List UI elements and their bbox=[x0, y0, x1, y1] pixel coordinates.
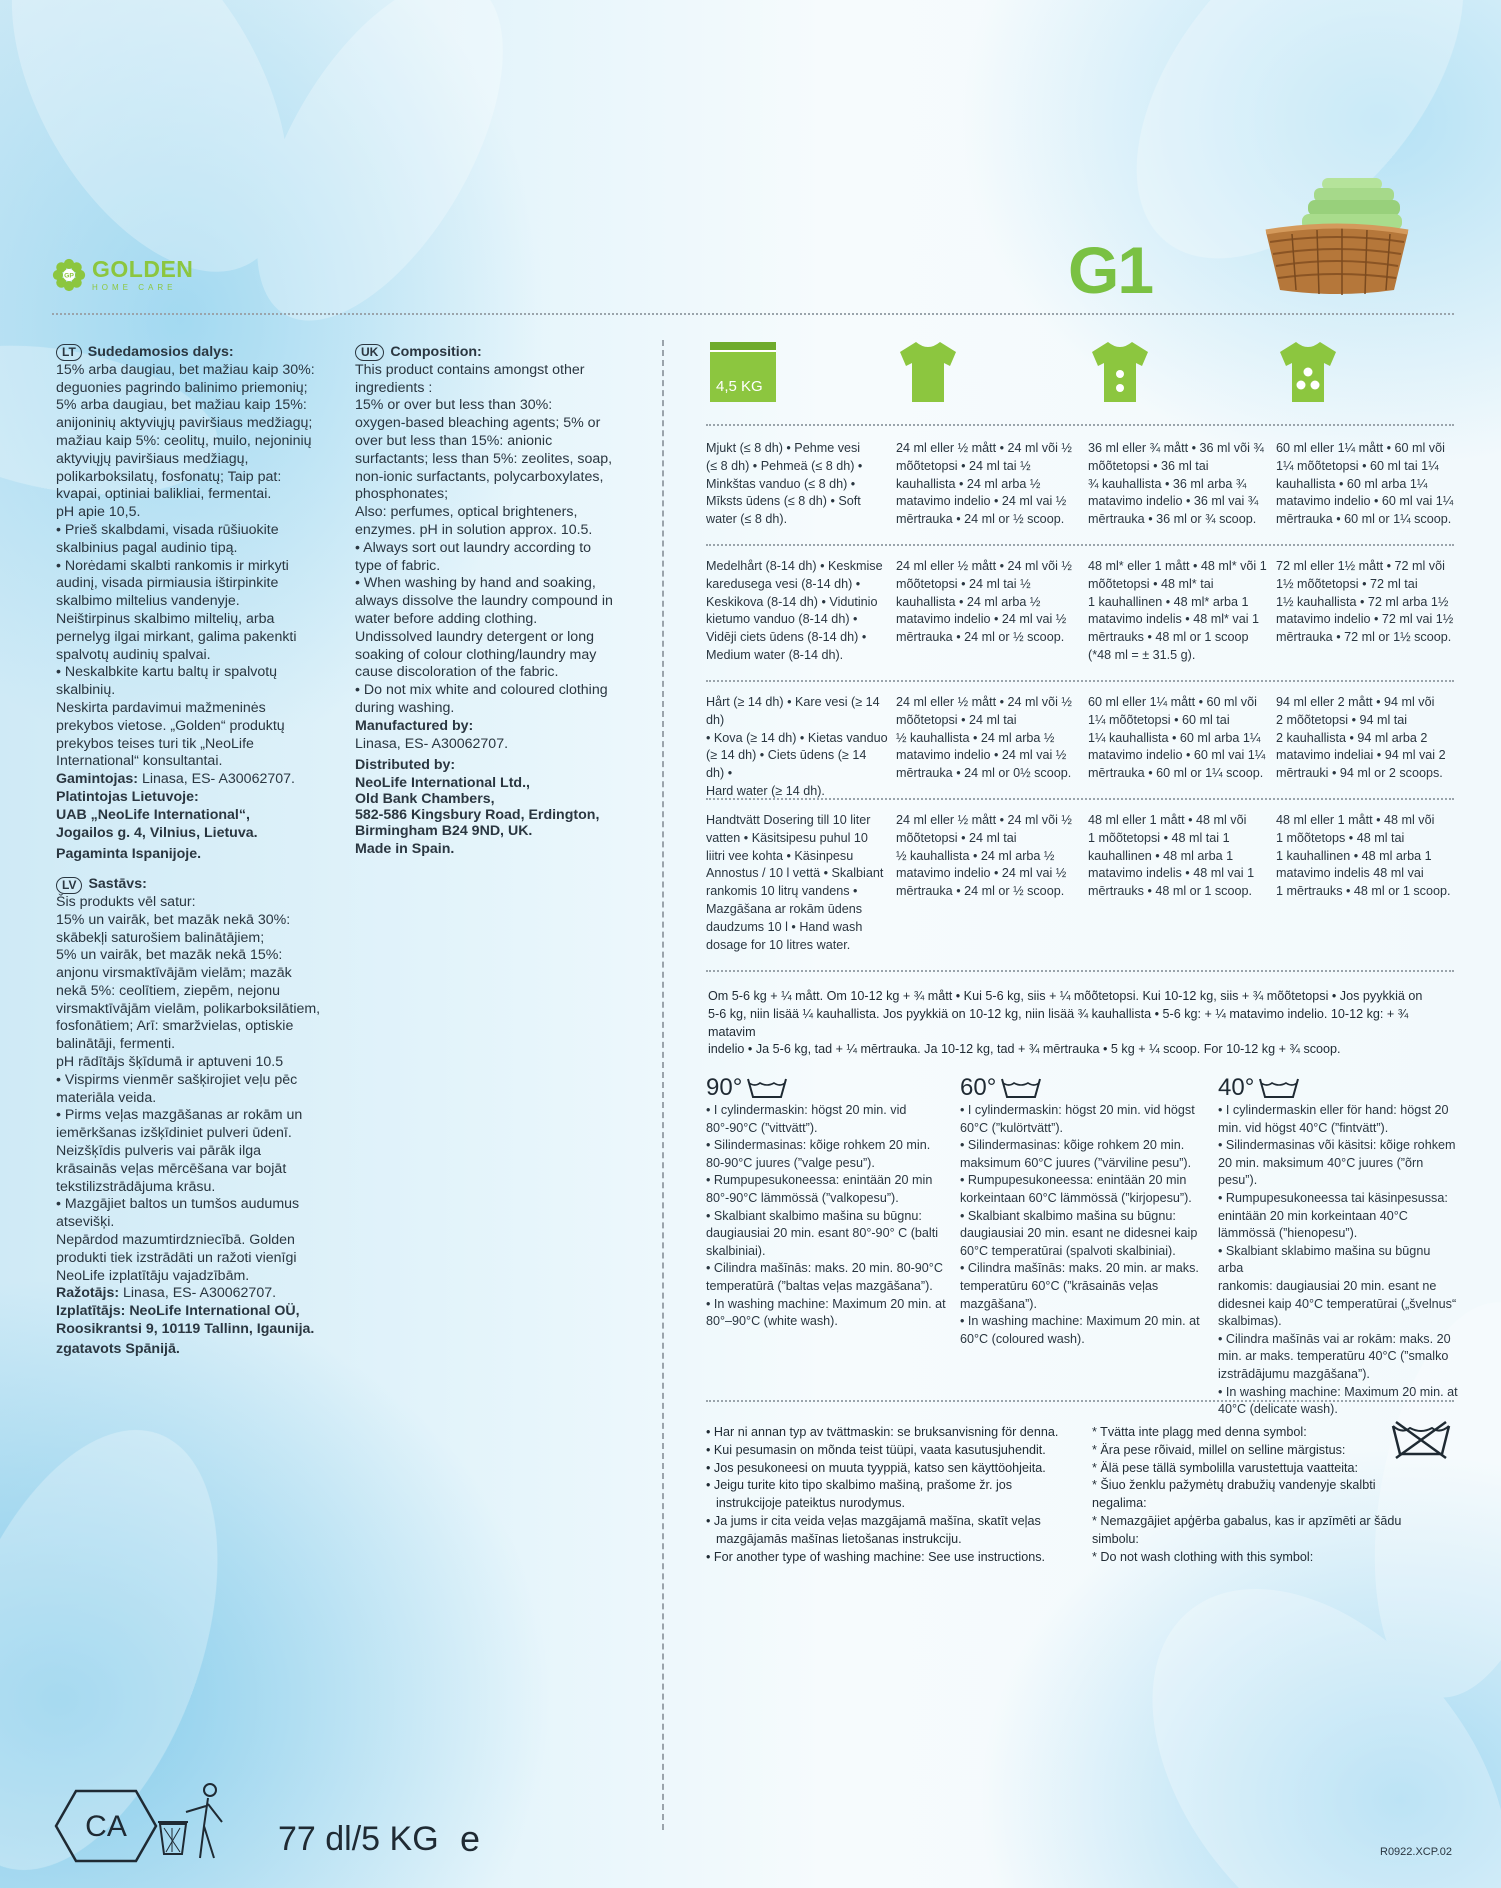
dosage-line: Mjukt (≤ 8 dh) • Pehme vesi bbox=[706, 441, 861, 455]
temp-line: • I cylindermaskin: högst 20 min. vid högst bbox=[960, 1103, 1195, 1117]
weight-label: 4,5 KG bbox=[716, 378, 763, 395]
dosage-line: Mazgāšana ar rokām ūdens bbox=[706, 901, 863, 916]
uk-line: 15% or over but less than 30%: bbox=[355, 397, 553, 414]
other-machine-line: • Jeigu turite kito tipo skalbimo mašiną, prašome žr. jos bbox=[706, 1478, 1013, 1493]
dosage-cell-heavy bbox=[1276, 558, 1464, 647]
temp-line: • Cilindra mašīnās vai ar rokām: maks. 20 bbox=[1218, 1331, 1451, 1346]
uk-body bbox=[355, 362, 655, 718]
dosage-line: mērtrauka • 72 ml or 1½ scoop. bbox=[1276, 630, 1452, 645]
dosage-cell-heavy bbox=[1276, 440, 1464, 529]
uk-line: enzymes. pH in solution approx. 10.5. bbox=[355, 521, 593, 538]
dosage-line: 1¼ mõõtetopsi • 60 ml tai 1¼ bbox=[1276, 458, 1439, 473]
dosage-line: 1 mērtrauks • 48 ml or 1 scoop. bbox=[1276, 884, 1451, 899]
dosage-line: ½ kauhallista • 24 ml arba ½ bbox=[896, 730, 1055, 745]
dosage-line: mērtrauks • 48 ml or 1 scoop bbox=[1088, 630, 1249, 645]
heavily-soiled-shirt-icon bbox=[1276, 338, 1340, 404]
lv-badge: LV bbox=[56, 877, 82, 894]
dosage-line: mõõtetopsi • 24 ml tai ½ bbox=[896, 576, 1031, 591]
dosage-line: 1¼ mõõtetopsi • 60 ml tai bbox=[1088, 712, 1230, 727]
other-machine-line: • Kui pesumasin on mõnda teist tüüpi, vaata kasutusjuhendit. bbox=[706, 1442, 1046, 1457]
uk-line: oxygen-based bleaching agents; 5% or bbox=[355, 415, 601, 432]
temp-line: • Rumpupesukoneessa: enintään 20 min bbox=[706, 1173, 933, 1188]
brand-name: GOLDEN bbox=[92, 256, 194, 282]
uk-line: always dissolve the laundry compound in bbox=[355, 593, 613, 610]
dosage-line: matavimo indeliai • 94 ml vai 2 bbox=[1276, 748, 1446, 763]
no-wash-line: * Älä pese tällä symbolilla varustettuja vaatteita: bbox=[1092, 1460, 1359, 1475]
dosage-line: matavimo indelio • 36 ml vai ¾ bbox=[1088, 494, 1259, 509]
dosage-line: 2 mõõtetopsi • 94 ml tai bbox=[1276, 712, 1408, 727]
lt-line: deguonies pagrindo balinimo priemonių; bbox=[56, 379, 308, 396]
temp-line: • Cilindra mašīnās: maks. 20 min. ar maks. bbox=[960, 1261, 1199, 1276]
temp-line: didesnei kaip 40°C temperatūrai („švelnus“ bbox=[1218, 1296, 1457, 1311]
dosage-cell-water bbox=[706, 812, 888, 954]
lv-line: pH rādītājs šķīdumā ir aptuveni 10.5 bbox=[56, 1054, 284, 1071]
print-code: R0922.XCP.02 bbox=[1380, 1846, 1452, 1858]
dosage-line: kietumo vanduo (8-14 dh) • bbox=[706, 612, 858, 627]
dosage-line: daudzums 10 l • Hand wash bbox=[706, 919, 863, 934]
ca-mark-text: CA bbox=[85, 1810, 127, 1843]
dosage-line: ¾ kauhallista • 36 ml arba ¾ bbox=[1088, 476, 1247, 491]
uk-line: ingredients : bbox=[355, 379, 433, 396]
dosage-line: mērtrauka • 24 ml or ½ scoop. bbox=[896, 884, 1065, 899]
temp-line: mazgāšana”). bbox=[960, 1296, 1037, 1311]
net-volume: 77 dl/5 KG bbox=[278, 1820, 439, 1858]
lv-line: • Pirms veļas mazgāšanas ar rokām un bbox=[56, 1107, 303, 1124]
temp-line: skalbiniai). bbox=[706, 1243, 766, 1258]
dosage-line: dosage for 10 litres water. bbox=[706, 937, 851, 952]
towel-basket-image bbox=[1262, 176, 1412, 296]
lt-line: International“ konsultantai. bbox=[56, 753, 223, 770]
lt-line: mažiau kaip 5%: ceolitų, muilo, nejoninių bbox=[56, 432, 312, 449]
dosage-line: mērtrauka • 60 ml or 1¼ scoop. bbox=[1276, 512, 1452, 527]
lv-line: virsmaktīvājām vielām, polikarboksilātiem, bbox=[56, 1000, 321, 1017]
lv-heading: Sastāvs: bbox=[88, 876, 147, 893]
dosage-cell-heavy bbox=[1276, 812, 1464, 901]
normally-soiled-shirt-icon bbox=[1088, 338, 1152, 404]
temp-line: 80°-90°C lämmössä (”valkopesu”). bbox=[706, 1190, 899, 1205]
dosage-line: 48 ml eller 1 mått • 48 ml või bbox=[1276, 813, 1435, 827]
uk-line: over but less than 15%: anionic bbox=[355, 432, 553, 449]
lightly-soiled-shirt-icon bbox=[896, 338, 960, 404]
dosage-line: matavimo indelio • 60 ml vai 1¼ bbox=[1276, 494, 1454, 509]
note-line: indelio • Ja 5-6 kg, tad + ¼ mērtrauka. Ja 10-12 kg, tad + ¾ mērtrauka • 5 kg + ¼ scoop. For 10-12 kg + ¾ scoop. bbox=[708, 1042, 1341, 1057]
uk-heading: Composition: bbox=[390, 344, 482, 360]
lt-line: • Prieš skalbdami, visada rūšiuokite bbox=[56, 521, 279, 538]
lt-line: polikarboksilatų, fosfonatų; Taip pat: bbox=[56, 468, 282, 485]
dosage-line: Minkštas vanduo (≤ 8 dh) • bbox=[706, 476, 856, 491]
divider bbox=[706, 680, 1454, 682]
uk-line: non-ionic surfactants, polycarboxylates, bbox=[355, 468, 604, 485]
dosage-line: 72 ml eller 1½ mått • 72 ml või bbox=[1276, 559, 1445, 573]
temp-line: daugiausiai 20 min. esant 80°-90° C (balti bbox=[706, 1226, 938, 1241]
lv-line: • Vispirms vienmēr sašķirojiet veļu pēc bbox=[56, 1071, 298, 1088]
temp-line: 60°C (coloured wash). bbox=[960, 1331, 1085, 1346]
dosage-line: liitri vee kohta • Käsinpesu bbox=[706, 848, 854, 863]
product-code: G1 bbox=[1068, 233, 1153, 307]
lt-line: • Norėdami skalbti rankomis ir mirkyti bbox=[56, 557, 289, 574]
wash-tub-icon bbox=[1000, 1076, 1042, 1100]
lt-line: prekybos vietose. „Golden“ produktų bbox=[56, 717, 285, 734]
lt-line: • Neskalbkite kartu baltų ir spalvotų bbox=[56, 664, 278, 681]
divider bbox=[706, 424, 1454, 426]
uk-line: cause discoloration of the fabric. bbox=[355, 664, 559, 681]
temp-line: maksimum 60°C juures (”värviline pesu”). bbox=[960, 1155, 1192, 1170]
lv-distributor-line: Roosikrantsi 9, 10119 Tallinn, Igaunija. bbox=[56, 1321, 315, 1338]
temp-line: • In washing machine: Maximum 20 min. at bbox=[706, 1296, 946, 1311]
dosage-line: matavimo indelio • 24 ml vai ½ bbox=[896, 866, 1067, 881]
dosage-icons bbox=[706, 338, 1466, 406]
no-wash-line: * Ära pese rõivaid, millel on selline märgistus: bbox=[1092, 1442, 1346, 1457]
note-line: 5-6 kg, niin lisää ¼ kauhallista. Jos pyykkiä on 10-12 kg, niin lisää ¾ kauhallista • 5-6 kg: + ¼ matavimo indelio. 10-12 kg: + ¾ matavim bbox=[708, 1006, 1409, 1039]
dosage-line: 2 kauhallista • 94 ml arba 2 bbox=[1276, 730, 1428, 745]
lt-line: skalbinių. bbox=[56, 682, 116, 699]
dosage-line: matavimo indelio • 60 ml vai 1¼ bbox=[1088, 748, 1266, 763]
dosage-line: Handtvätt Dosering till 10 liter bbox=[706, 813, 871, 827]
temp-line: skalbimas). bbox=[1218, 1314, 1282, 1329]
lv-line: produkti tiek izstrādāti un ražoti vienīgi bbox=[56, 1249, 297, 1266]
brand-logo bbox=[52, 258, 193, 292]
dosage-line: ½ kauhallista • 24 ml arba ½ bbox=[896, 848, 1055, 863]
temp-line: lämmössä (”hienopesu”). bbox=[1218, 1226, 1358, 1241]
dosage-line: Vidēji ciets ūdens (8-14 dh) • bbox=[706, 630, 867, 645]
note-line: Om 5-6 kg + ¼ mått. Om 10-12 kg + ¾ mått • Kui 5-6 kg, siis + ¼ mõõtetopsi. Kui 10-12 kg, siis + ¾ mõõtetopsi • Jos pyykkiä on bbox=[708, 989, 1423, 1003]
dosage-line: Medelhårt (8-14 dh) • Keskmise bbox=[706, 559, 883, 573]
lt-made-in: Pagaminta Ispanijoje. bbox=[56, 846, 202, 863]
lt-line: spalvotų audinių spalvai. bbox=[56, 646, 211, 663]
dosage-line: 24 ml eller ½ mått • 24 ml või ½ bbox=[896, 695, 1072, 709]
temp-line: temperatūru 60°C (”krāsainās veļas bbox=[960, 1278, 1159, 1293]
lt-line: Neištirpinus skalbimo miltelių, arba bbox=[56, 610, 275, 627]
lt-manufacturer: Linasa, ES- A30062707. bbox=[138, 771, 295, 788]
column-divider bbox=[662, 340, 664, 1830]
divider bbox=[706, 544, 1454, 546]
dosage-line: mõõtetopsi • 24 ml tai ½ bbox=[896, 458, 1031, 473]
temperature-label: 60° bbox=[960, 1074, 997, 1101]
dosage-line: kauhallista • 24 ml arba ½ bbox=[896, 476, 1041, 491]
dosage-cell-heavy bbox=[1276, 694, 1464, 783]
uk-distributor-line: 582-586 Kingsbury Road, Erdington, bbox=[355, 807, 600, 824]
dosage-line: rankomis 10 litrų vandens • bbox=[706, 884, 858, 899]
dosage-line: 1½ kauhallista • 72 ml arba 1½ bbox=[1276, 594, 1449, 609]
dosage-line: 1¼ kauhallista • 60 ml arba 1¼ bbox=[1088, 730, 1261, 745]
uk-distributor-label: Distributed by: bbox=[355, 757, 456, 774]
lv-line: nekā 5%: ceolītiem, ziepēm, nejonu bbox=[56, 982, 280, 999]
dosage-line: 94 ml eller 2 mått • 94 ml või bbox=[1276, 695, 1435, 709]
dosage-line: Hard water (≥ 14 dh). bbox=[706, 783, 825, 798]
lt-line: kvapai, optiniai balikliai, fermentai. bbox=[56, 486, 272, 503]
dosage-cell-light bbox=[896, 694, 1084, 783]
no-wash-line: * Šiuo ženklu pažymėtų drabužių vandenyje skalbti negalima: bbox=[1092, 1478, 1376, 1511]
temperature-label: 90° bbox=[706, 1074, 743, 1101]
lt-line: pH apie 10,5. bbox=[56, 504, 141, 521]
lt-distributor-line: Platintojas Lietuvoje: bbox=[56, 788, 199, 805]
dosage-cell-normal bbox=[1088, 558, 1274, 665]
lt-line: aktyviųjų paviršiaus medžiagų, bbox=[56, 450, 249, 467]
dosage-line: 1 kauhallinen • 48 ml arba 1 bbox=[1276, 848, 1432, 863]
dosage-line: matavimo indelis • 48 ml vai 1 bbox=[1088, 866, 1255, 881]
dosage-line: 1 mõõtetopsi • 48 ml tai 1 bbox=[1088, 830, 1230, 845]
uk-line: Undissolved laundry detergent or long bbox=[355, 628, 594, 645]
flower-logo-icon bbox=[52, 258, 86, 292]
dosage-line: 36 ml eller ¾ mått • 36 ml või ¾ bbox=[1088, 441, 1264, 455]
uk-badge: UK bbox=[355, 344, 384, 361]
dosage-line: 24 ml eller ½ mått • 24 ml või ½ bbox=[896, 441, 1072, 455]
temp-line: min. ar maks. temperatūru 40°C (”smalko bbox=[1218, 1349, 1449, 1364]
wash-tub-icon bbox=[746, 1076, 788, 1100]
estimated-sign: e bbox=[460, 1818, 481, 1859]
uk-line: • Do not mix white and coloured clothing bbox=[355, 682, 608, 699]
temp-line: korkeintaan 60°C lämmössä (”kirjopesu”). bbox=[960, 1190, 1192, 1205]
temp-line: daugiausiai 20 min. esant ne didesnei kaip bbox=[960, 1226, 1198, 1241]
dosage-line: Annostus / 10 l vettä • Skalbiant bbox=[706, 866, 884, 881]
dosage-line: mērtrauks • 48 ml or 1 scoop. bbox=[1088, 884, 1252, 899]
other-machine-line: • Jos pesukoneesi on muuta tyyppiä, katso sen käyttöohjeita. bbox=[706, 1460, 1046, 1475]
uk-line: • Always sort out laundry according to bbox=[355, 539, 592, 556]
temp-column bbox=[1218, 1074, 1458, 1419]
svg-text:GP: GP bbox=[64, 272, 74, 280]
dosage-line: (≥ 14 dh) • Ciets ūdens (≥ 14 dh) • bbox=[706, 748, 867, 781]
dosage-line: matavimo indelio • 24 ml vai ½ bbox=[896, 612, 1067, 627]
dosage-line: matavimo indelis 48 ml vai bbox=[1276, 866, 1424, 881]
lt-line: skalbinius pagal audinio tipą. bbox=[56, 539, 238, 556]
lv-body bbox=[56, 894, 346, 1286]
lv-line: krāsainās veļas mērcēšana var bojāt bbox=[56, 1160, 287, 1177]
brand-subtitle: HOME CARE bbox=[92, 283, 177, 292]
dosage-line: matavimo indelio • 72 ml vai 1½ bbox=[1276, 612, 1454, 627]
uk-line: Also: perfumes, optical brighteners, bbox=[355, 504, 578, 521]
lt-line: prekybos teises turi tik „NeoLife bbox=[56, 735, 254, 752]
dosage-line: 48 ml* eller 1 mått • 48 ml* või 1 bbox=[1088, 559, 1267, 573]
uk-line: type of fabric. bbox=[355, 557, 441, 574]
dosage-line: 1 kauhallinen • 48 ml* arba 1 bbox=[1088, 594, 1249, 609]
dosage-line: mõõtetopsi • 24 ml tai bbox=[896, 830, 1017, 845]
temp-line: rankomis: daugiausiai 20 min. esant ne bbox=[1218, 1278, 1437, 1293]
ca-mark-icon bbox=[52, 1788, 160, 1864]
dosage-line: mērtrauka • 24 ml or 0½ scoop. bbox=[896, 766, 1072, 781]
temp-line: 60°C temperatūrai (spalvoti skalbiniai). bbox=[960, 1243, 1176, 1258]
lv-line: fosfonātiem; Arī: smaržvielas, optiskie bbox=[56, 1018, 294, 1035]
dosage-cell-water bbox=[706, 694, 888, 801]
wash-tub-icon bbox=[1258, 1076, 1300, 1100]
dosage-line: 1½ mõõtetopsi • 72 ml tai bbox=[1276, 576, 1418, 591]
temp-line: • In washing machine: Maximum 20 min. at bbox=[1218, 1384, 1458, 1399]
temp-line: 40°C (delicate wash). bbox=[1218, 1402, 1338, 1417]
temperature-label: 40° bbox=[1218, 1074, 1255, 1101]
dosage-line: water (≤ 8 dh). bbox=[706, 512, 788, 527]
temp-line: min. vid högst 40°C (”fintvätt”). bbox=[1218, 1120, 1389, 1135]
other-machine-line: mazgājamās mašīnas lietošanas instrukciju. bbox=[716, 1531, 962, 1546]
temp-line: 80-90°C juures (”valge pesu”). bbox=[706, 1155, 875, 1170]
lv-line: materiāla veida. bbox=[56, 1089, 157, 1106]
uk-line: soaking of colour clothing/laundry may bbox=[355, 646, 597, 663]
dosage-line: mõõtetopsi • 24 ml tai bbox=[896, 712, 1017, 727]
temp-line: 80°-90°C (”vittvätt”). bbox=[706, 1120, 818, 1135]
lt-line: 5% arba daugiau, bet mažiau kaip 15%: bbox=[56, 397, 307, 414]
lv-line: Šis produkts vēl satur: bbox=[56, 893, 196, 910]
lt-section bbox=[56, 344, 346, 1359]
dosage-cell-normal bbox=[1088, 694, 1274, 783]
lv-manufacturer-label: Ražotājs: bbox=[56, 1285, 120, 1302]
lv-line: • Mazgājiet baltos un tumšos audumus bbox=[56, 1196, 300, 1213]
uk-distributor-line: Old Bank Chambers, bbox=[355, 791, 495, 808]
lt-line: 15% arba daugiau, bet mažiau kaip 30%: bbox=[56, 361, 315, 378]
uk-distributor-line: Birmingham B24 9ND, UK. bbox=[355, 823, 533, 840]
dosage-line: mērtrauka • 60 ml or 1¼ scoop. bbox=[1088, 766, 1264, 781]
no-wash-line: * Do not wash clothing with this symbol: bbox=[1092, 1549, 1314, 1564]
other-machine-line: • For another type of washing machine: See use instructions. bbox=[706, 1549, 1046, 1564]
dosage-cell-water bbox=[706, 558, 888, 665]
temp-line: • Skalbiant skalbimo mašina su būgnu: bbox=[960, 1208, 1176, 1223]
dosage-line: 1 mõõtetops • 48 ml tai bbox=[1276, 830, 1405, 845]
temp-line: • I cylindermaskin eller för hand: högst 20 bbox=[1218, 1103, 1449, 1117]
lv-line: iemērkšanas izšķīdiniet pulveri ūdenī. bbox=[56, 1125, 292, 1142]
lv-distributor-line: Izplatītājs: NeoLife International OÜ, bbox=[56, 1303, 300, 1320]
lt-line: skalbimo miltelius vandenyje. bbox=[56, 593, 240, 610]
dosage-line: (*48 ml = ± 31.5 g). bbox=[1088, 647, 1196, 662]
uk-line: This product contains amongst other bbox=[355, 361, 585, 378]
dosage-line: mērtrauki • 94 ml or 2 scoops. bbox=[1276, 766, 1443, 781]
dosage-line: (≤ 8 dh) • Pehmeä (≤ 8 dh) • bbox=[706, 458, 863, 473]
temp-line: • Skalbiant sklabimo mašina su būgnu arba bbox=[1218, 1243, 1431, 1276]
dosage-cell-light bbox=[896, 440, 1084, 529]
lt-line: anijoninių aktyviųjų paviršiaus medžiagų; bbox=[56, 415, 313, 432]
other-machine-line: • Har ni annan typ av tvättmaskin: se bruksanvisning för denna. bbox=[706, 1425, 1059, 1439]
uk-distributor bbox=[355, 775, 655, 839]
dosage-line: mõõtetopsi • 36 ml tai bbox=[1088, 458, 1209, 473]
dosage-line: mērtrauka • 24 ml or ½ scoop. bbox=[896, 630, 1065, 645]
lt-line: audinį, visada pirmiausia ištirpinkite bbox=[56, 575, 279, 592]
temp-line: • In washing machine: Maximum 20 min. at bbox=[960, 1314, 1200, 1329]
dosage-line: kauhallista • 24 ml arba ½ bbox=[896, 594, 1041, 609]
uk-line: water before adding clothing. bbox=[355, 610, 538, 627]
temp-column bbox=[706, 1074, 946, 1331]
lt-distributor-line: UAB „NeoLife International“, bbox=[56, 806, 250, 823]
other-machine-note bbox=[706, 1424, 1096, 1566]
uk-line: surfactants; less than 5%: zeolites, soap, bbox=[355, 450, 613, 467]
temp-line: • Rumpupesukoneessa tai käsinpesussa: bbox=[1218, 1190, 1448, 1205]
lv-line: tekstilizstrādājuma krāsu. bbox=[56, 1178, 216, 1195]
temp-line: • Silindermasinas: kõige rohkem 20 min. bbox=[706, 1138, 931, 1153]
dosage-line: kauhallista • 60 ml arba 1¼ bbox=[1276, 476, 1428, 491]
uk-made-in: Made in Spain. bbox=[355, 841, 455, 858]
uk-line: • When washing by hand and soaking, bbox=[355, 575, 596, 592]
dosage-line: 48 ml eller 1 mått • 48 ml või bbox=[1088, 813, 1247, 827]
temp-line: enintään 20 min korkeintaan 40°C bbox=[1218, 1208, 1408, 1223]
dosage-line: matavimo indelis • 48 ml* vai 1 bbox=[1088, 612, 1259, 627]
divider bbox=[706, 970, 1454, 972]
temp-line: • Silindermasinas või käsitsi: kõige rohkem bbox=[1218, 1138, 1456, 1153]
lv-manufacturer: Linasa, ES- A30062707. bbox=[119, 1285, 277, 1302]
dosage-line: 60 ml eller 1¼ mått • 60 ml või bbox=[1088, 695, 1257, 709]
load-size-note bbox=[708, 988, 1448, 1059]
dosage-line: Keskikova (8-14 dh) • Vidutinio bbox=[706, 594, 878, 609]
do-not-wash-icon bbox=[1390, 1420, 1452, 1460]
dosage-line: Medium water (8-14 dh). bbox=[706, 647, 844, 662]
uk-section bbox=[355, 344, 655, 859]
lv-line: Neizšķīdis pulveris vai pārāk ilga bbox=[56, 1143, 262, 1160]
dosage-line: Hårt (≥ 14 dh) • Kare vesi (≥ 14 dh) bbox=[706, 695, 880, 727]
lv-line: balinātāji, fermenti. bbox=[56, 1036, 176, 1053]
uk-line: phosphonates; bbox=[355, 486, 449, 503]
dosage-line: Mīksts ūdens (≤ 8 dh) • Soft bbox=[706, 494, 861, 509]
top-divider bbox=[52, 313, 1454, 315]
dispose-in-bin-icon bbox=[156, 1782, 232, 1862]
dosage-line: kauhallinen • 48 ml arba 1 bbox=[1088, 848, 1234, 863]
temp-line: • Cilindra mašīnās: maks. 20 min. 80-90°C bbox=[706, 1261, 943, 1276]
lt-manufacturer-label: Gamintojas: bbox=[56, 771, 138, 788]
dosage-cell-normal bbox=[1088, 440, 1274, 529]
dosage-line: vatten • Käsitsipesu puhul 10 bbox=[706, 830, 868, 845]
dosage-line: 60 ml eller 1¼ mått • 60 ml või bbox=[1276, 441, 1445, 455]
other-machine-line: instrukcijoje pateiktus nurodymus. bbox=[716, 1496, 905, 1511]
dosage-cell-light bbox=[896, 558, 1084, 647]
temp-line: izstrādājumu mazgāšana”). bbox=[1218, 1366, 1370, 1381]
dosage-line: mērtrauka • 36 ml or ¾ scoop. bbox=[1088, 512, 1257, 527]
other-machine-line: • Ja jums ir cita veida veļas mazgājamā mašīna, skatīt veļas bbox=[706, 1513, 1041, 1528]
weight-box-icon bbox=[708, 338, 778, 406]
lv-line: anjonu virsmaktīvājām vielām; mazāk bbox=[56, 965, 292, 982]
lv-made-in: zgatavots Spānijā. bbox=[56, 1340, 180, 1357]
temp-line: 20 min. maksimum 40°C juures (”õrn pesu”). bbox=[1218, 1155, 1424, 1188]
lv-line: NeoLife izplatītāju vajadzībām. bbox=[56, 1267, 250, 1284]
dosage-cell-normal bbox=[1088, 812, 1274, 901]
temp-line: • Rumpupesukoneessa: enintään 20 min bbox=[960, 1173, 1187, 1188]
dosage-line: matavimo indelio • 24 ml vai ½ bbox=[896, 494, 1067, 509]
dosage-cell-light bbox=[896, 812, 1084, 901]
lt-badge: LT bbox=[56, 344, 82, 361]
lv-line: 5% un vairāk, bet mazāk nekā 15%: bbox=[56, 947, 283, 964]
lt-line: Neskirta pardavimui mažmeninės bbox=[56, 699, 266, 716]
lt-distributor-line: Jogailos g. 4, Vilnius, Lietuva. bbox=[56, 824, 258, 841]
dosage-line: 24 ml eller ½ mått • 24 ml või ½ bbox=[896, 559, 1072, 573]
dosage-line: 24 ml eller ½ mått • 24 ml või ½ bbox=[896, 813, 1072, 827]
dosage-cell-water bbox=[706, 440, 888, 529]
dosage-line: • Kova (≥ 14 dh) • Kietas vanduo bbox=[706, 730, 888, 745]
lv-line: atsevišķi. bbox=[56, 1214, 115, 1231]
uk-line: during washing. bbox=[355, 699, 455, 716]
temp-column bbox=[960, 1074, 1210, 1348]
lt-heading: Sudedamosios dalys: bbox=[87, 344, 234, 360]
temp-line: • I cylindermaskin: högst 20 min. vid bbox=[706, 1103, 907, 1117]
lt-line: pernelyg ilgai mirkant, galima pakenkti bbox=[56, 628, 297, 645]
temp-line: 60°C (”kulörtvätt”). bbox=[960, 1120, 1064, 1135]
uk-manufacturer-label: Manufactured by: bbox=[355, 717, 474, 734]
lv-line: skābekļi saturošiem balinātājiem; bbox=[56, 929, 265, 946]
dosage-line: matavimo indelio • 24 ml vai ½ bbox=[896, 748, 1067, 763]
no-wash-line: * Nemazgājiet apģērba gabalus, kas ir apzīmēti ar šādu simbolu: bbox=[1092, 1513, 1402, 1546]
no-wash-line: * Tvätta inte plagg med denna symbol: bbox=[1092, 1425, 1307, 1439]
temp-line: • Skalbiant skalbimo mašina su būgnu: bbox=[706, 1208, 922, 1223]
dosage-line: mērtrauka • 24 ml or ½ scoop. bbox=[896, 512, 1065, 527]
temp-line: 80°–90°C (white wash). bbox=[706, 1314, 838, 1329]
temp-line: • Silindermasinas: kõige rohkem 20 min. bbox=[960, 1138, 1185, 1153]
lv-line: 15% un vairāk, bet mazāk nekā 30%: bbox=[56, 911, 291, 928]
lt-body bbox=[56, 362, 346, 771]
lv-line: Nepārdod mazumtirdzniecībā. Golden bbox=[56, 1232, 295, 1249]
dosage-line: mõõtetopsi • 48 ml* tai bbox=[1088, 576, 1214, 591]
dosage-line: karedusega vesi (8-14 dh) • bbox=[706, 576, 861, 591]
lt-distributor bbox=[56, 789, 346, 842]
temp-line: temperatūrā (”baltas veļas mazgāšana”). bbox=[706, 1278, 933, 1293]
uk-manufacturer: Linasa, ES- A30062707. bbox=[355, 735, 509, 752]
do-not-wash-note bbox=[1092, 1424, 1432, 1566]
lv-distributor bbox=[56, 1303, 346, 1339]
uk-distributor-line: NeoLife International Ltd., bbox=[355, 775, 530, 792]
